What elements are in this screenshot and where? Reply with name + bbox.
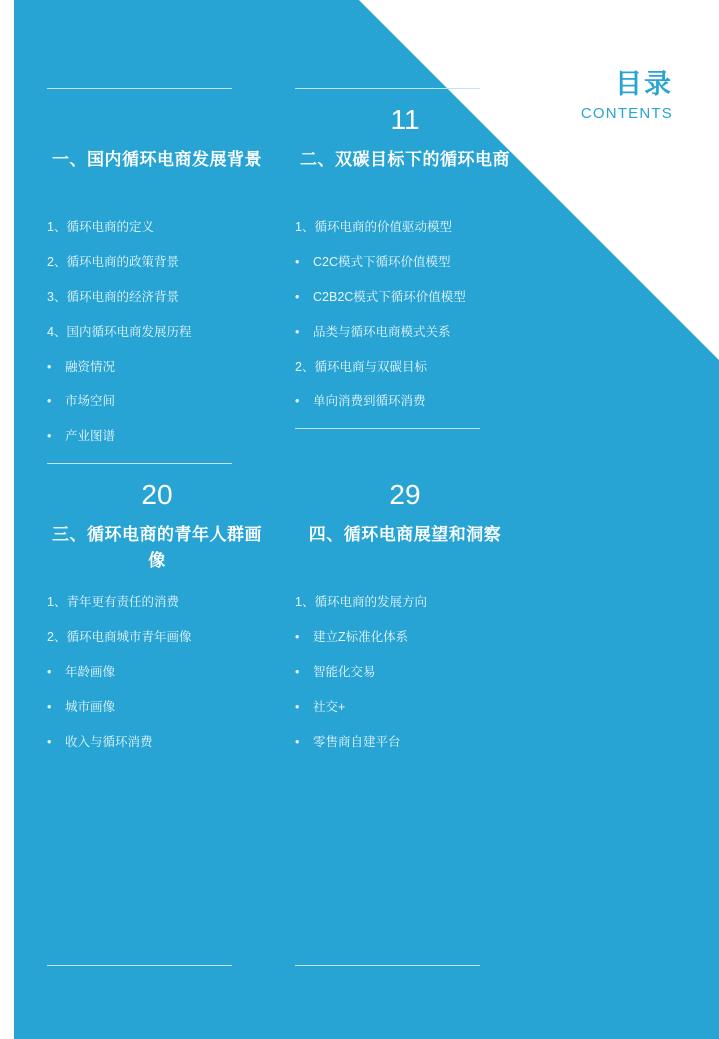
section-items-4 xyxy=(295,594,515,750)
list-item[interactable] xyxy=(295,254,515,271)
page-title-cn: 目录 xyxy=(615,69,673,99)
section-title-4[interactable]: 四、循环电商展望和洞察 xyxy=(308,525,502,545)
item-label: 循环电商的定义 xyxy=(66,220,154,234)
divider-bottom-4 xyxy=(295,965,480,966)
list-item[interactable] xyxy=(47,359,267,376)
section-number-4: 29 xyxy=(389,479,421,511)
item-label: 品类与循环电商模式关系 xyxy=(313,324,451,339)
item-label: 循环电商的政策背景 xyxy=(66,254,179,269)
divider-bottom-2 xyxy=(295,428,480,429)
list-item[interactable] xyxy=(295,393,515,410)
bullet-icon: • xyxy=(295,734,300,749)
item-marker: 1、 xyxy=(47,220,67,234)
bullet-icon: • xyxy=(295,254,300,269)
divider-bottom-1 xyxy=(47,463,232,464)
bullet-icon: • xyxy=(295,699,300,714)
item-marker: 2、 xyxy=(47,630,67,644)
item-label: 循环电商的发展方向 xyxy=(314,595,427,610)
item-label: 社交+ xyxy=(313,699,346,714)
divider-top-1 xyxy=(47,88,232,89)
list-item[interactable] xyxy=(295,359,515,376)
item-marker: 1、 xyxy=(295,595,315,610)
item-label: 市场空间 xyxy=(65,394,116,409)
contents-row-2 xyxy=(47,478,667,768)
bullet-icon: • xyxy=(295,630,300,644)
item-label: 国内循环电商发展历程 xyxy=(66,324,192,339)
item-label: 融资情况 xyxy=(65,359,116,374)
item-marker: 2、 xyxy=(295,359,315,374)
item-marker: 2、 xyxy=(47,254,67,269)
section-title-3[interactable]: 三、循环电商的青年人群画像 xyxy=(52,525,262,570)
item-label: 零售商自建平台 xyxy=(313,734,401,749)
list-item[interactable] xyxy=(47,219,267,236)
bullet-icon: • xyxy=(47,664,52,679)
item-label: C2C模式下循环价值模型 xyxy=(313,254,451,269)
item-marker: 4、 xyxy=(47,324,67,339)
section-column-3 xyxy=(47,478,267,768)
section-title-1[interactable]: 一、国内循环电商发展背景 xyxy=(52,150,262,169)
list-item[interactable] xyxy=(295,664,515,681)
bullet-icon: • xyxy=(47,429,52,444)
list-item[interactable] xyxy=(47,699,267,716)
bullet-icon: • xyxy=(295,324,300,339)
bullet-icon: • xyxy=(47,699,52,714)
section-items-3 xyxy=(47,594,267,750)
bullet-icon: • xyxy=(295,394,300,409)
list-item[interactable] xyxy=(295,734,515,751)
section-title-2[interactable]: 二、双碳目标下的循环电商 xyxy=(300,150,510,169)
section-number-2: 11 xyxy=(390,104,420,135)
list-item[interactable] xyxy=(295,699,515,716)
item-label: 循环电商的经济背景 xyxy=(66,289,179,304)
item-label: 循环电商城市青年画像 xyxy=(66,630,192,644)
list-item[interactable] xyxy=(295,289,515,306)
list-item[interactable] xyxy=(295,629,515,646)
item-label: 循环电商与双碳目标 xyxy=(314,359,427,374)
section-column-2 xyxy=(295,88,515,464)
list-item[interactable] xyxy=(295,324,515,341)
section-column-1 xyxy=(47,88,267,464)
list-item[interactable] xyxy=(47,594,267,611)
list-item[interactable] xyxy=(47,664,267,681)
list-item[interactable] xyxy=(47,324,267,341)
list-item[interactable] xyxy=(295,594,515,611)
item-marker: 1、 xyxy=(295,220,315,234)
list-item[interactable] xyxy=(47,254,267,271)
list-item[interactable] xyxy=(295,219,515,236)
list-item[interactable] xyxy=(47,629,267,646)
divider-top-2 xyxy=(295,88,480,89)
section-column-4 xyxy=(295,478,515,768)
divider-bottom-3 xyxy=(47,965,232,966)
left-margin-strip xyxy=(0,0,14,1039)
item-label: C2B2C模式下循环价值模型 xyxy=(313,289,466,304)
item-label: 城市画像 xyxy=(65,699,116,714)
item-label: 年龄画像 xyxy=(65,664,116,679)
section-items-2 xyxy=(295,219,515,410)
item-label: 循环电商的价值驱动模型 xyxy=(314,220,452,234)
bullet-icon: • xyxy=(295,289,300,304)
item-label: 收入与循环消费 xyxy=(65,734,153,749)
item-label: 建立Z标准化体系 xyxy=(313,630,409,644)
list-item[interactable] xyxy=(47,289,267,306)
bottom-dividers xyxy=(47,965,667,966)
bullet-icon: • xyxy=(47,394,52,409)
bullet-icon: • xyxy=(47,734,52,749)
section-items-1 xyxy=(47,219,267,445)
bullet-icon: • xyxy=(295,664,300,679)
contents-columns xyxy=(47,88,667,769)
contents-row-1 xyxy=(47,88,667,464)
page-title-en: CONTENTS xyxy=(580,104,673,122)
bullet-icon: • xyxy=(47,359,52,374)
list-item[interactable] xyxy=(47,393,267,410)
item-label: 智能化交易 xyxy=(313,664,376,679)
item-marker: 3、 xyxy=(47,289,67,304)
item-label: 单向消费到循环消费 xyxy=(313,394,426,409)
section-number-3: 20 xyxy=(141,479,173,511)
item-marker: 1、 xyxy=(47,595,67,610)
list-item[interactable] xyxy=(47,428,267,445)
list-item[interactable] xyxy=(47,734,267,751)
item-label: 产业图谱 xyxy=(65,429,116,444)
item-label: 青年更有责任的消费 xyxy=(66,595,179,610)
